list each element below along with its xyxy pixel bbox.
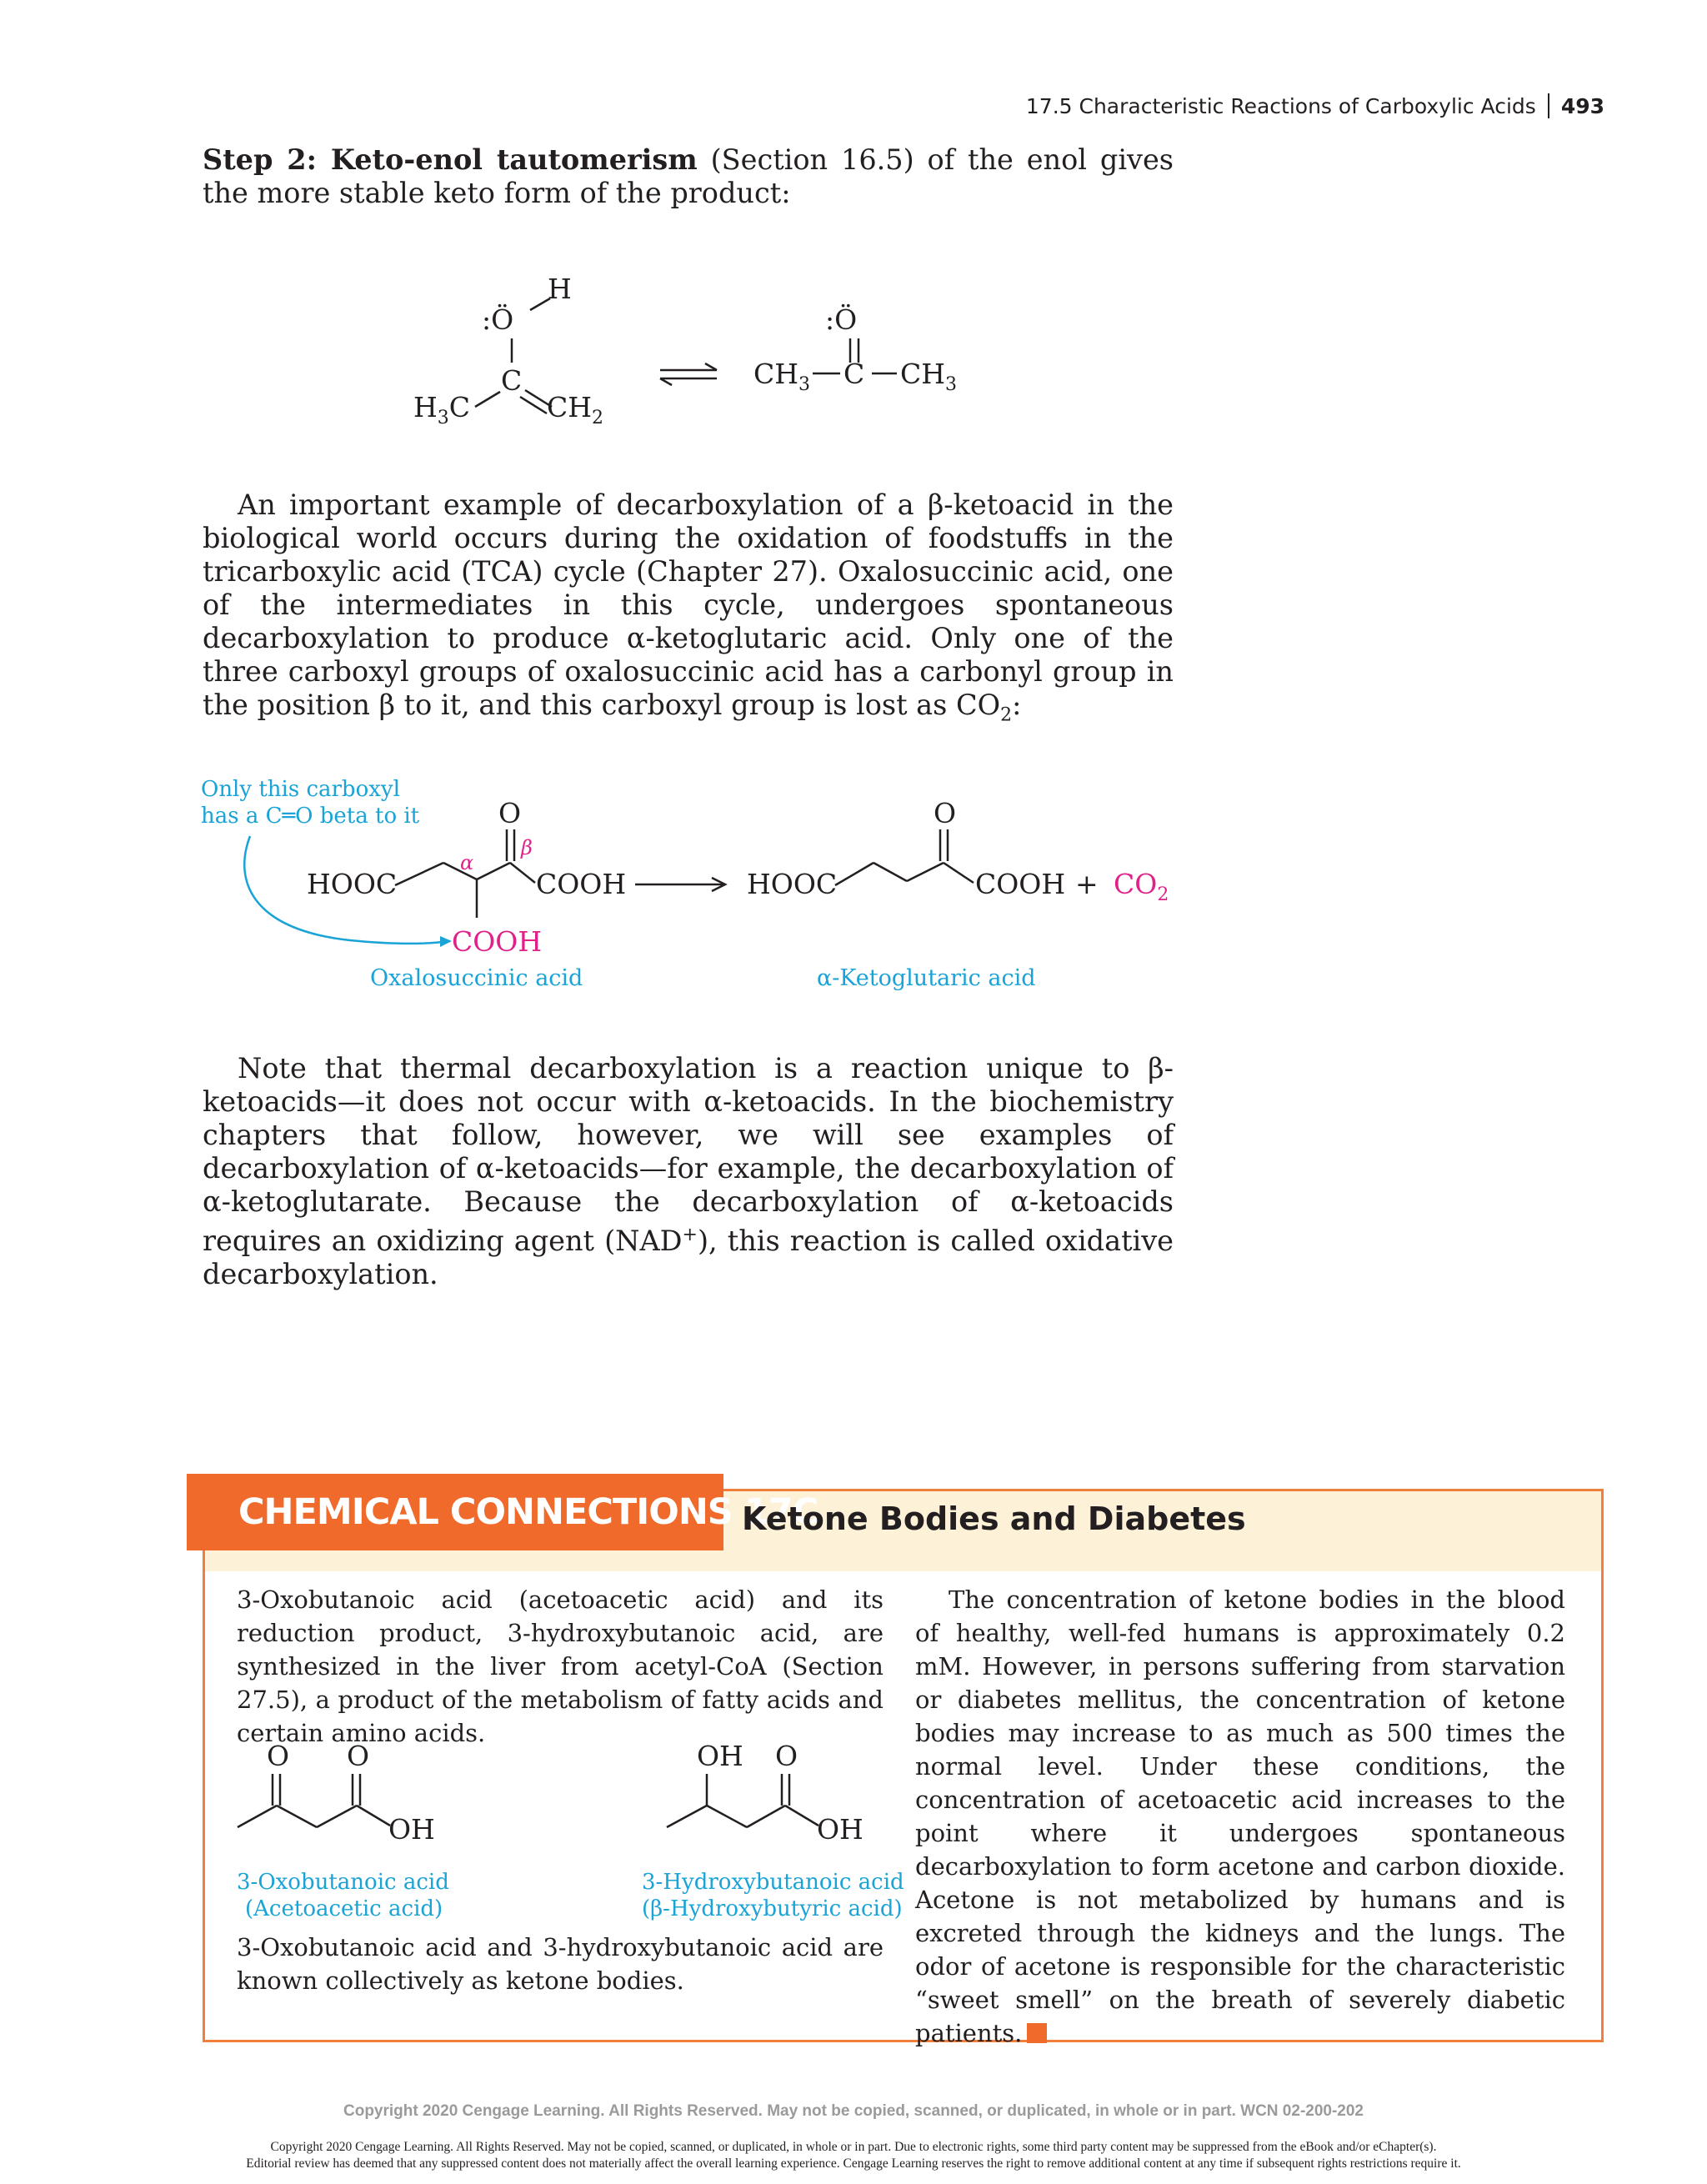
mol2-o: O [775,1740,798,1772]
label-ketoglutaric: α-Ketoglutaric acid [817,965,1036,991]
note-line2: has a C═O beta to it [201,804,420,829]
keto-hooc: HOOC [747,868,838,900]
keto-cooh: COOH [975,868,1066,900]
header-divider [1548,93,1549,118]
box-left-paragraph-1: 3-Oxobutanoic acid (acetoacetic acid) and its reduction product, 3-hydroxybutanoic acid, are synthesized in the liver from acetyl-CoA (Section 27.5), a product of the metabolism of fatty acids and certain amino acids. [237,1585,884,1747]
mol2-name: 3-Hydroxybutanoic acid [642,1870,904,1895]
alpha-label: α [460,851,474,874]
mol1-name: 3-Oxobutanoic acid [237,1870,449,1895]
keto-ch3-right: $CH_3$ [900,358,958,395]
box-right-paragraph: The concentration of ketone bodies in the blood of healthy, well-fed humans is approximately 0.2 mM. However, in persons suffering from starvation or diabetes mellitus, the concentration of ketone bodies may increase to as much as 500 times the normal level. Under these conditions, the concentration of acetoacetic acid increases to the point where it undergoes spontaneous decarboxylation to form acetone and carbon dioxide. Acetone is not metabolized by humans and is excreted through the kidneys and the lungs. The odor of acetone is responsible for the characteristic “sweet smell” on the breath of severely diabetic patients. [915,1585,1565,2047]
box-left-paragraph-2: 3-Oxobutanoic acid and 3-hydroxybutanoic acid are known collectively as ketone bodies. [237,1933,884,1995]
keto-structure [753,303,957,395]
hydroxybutanoic-acid-structure [642,1740,904,1921]
keto-carbon: C [843,358,865,390]
tca-paragraph: An important example of decarboxylation of a β-ketoacid in the biological world occurs during the oxidation of foodstuffs in the tricarboxylic acid (TCA) cycle (Chapter 27). Oxalosuccinic acid, one of the intermediates in this cycle, undergoes spontaneous decarboxylation to produce α-ketoglutaric acid. Only one of the three carboxyl groups of oxalosuccinic acid has a carbonyl group in the position β to it, and this carboxyl group is lost as $CO_2$: [203,488,1174,726]
keto-enol-scheme [0,267,1707,450]
end-of-box-marker [1027,2023,1047,2043]
equilibrium-arrows [660,363,717,385]
copyright-watermark: Copyright 2020 Cengage Learning. All Rights Reserved. May not be copied, scanned, or duplicated, in whole or in part. WCN 02-200-202 [343,2102,1364,2120]
enol-carbon: C [501,364,523,397]
section-title: 17.5 Characteristic Reactions of Carboxylic Acids [1025,94,1536,118]
plus-sign: + [1075,868,1099,900]
keto-oxygen-2: O [934,797,957,829]
mol1-o1: O [267,1740,290,1772]
enol-structure [413,273,603,428]
mol2-oh-top: OH [697,1740,743,1772]
step2-text: (Section 16.5) of the enol gives the more stable keto form of the product: [203,143,1174,209]
mol1-oh: OH [388,1813,435,1846]
oxalo-cooh-bottom: COOH [452,925,543,958]
keto-oxygen: :Ö [825,303,858,336]
enol-hydrogen: H [548,273,572,305]
page-number: 493 [1560,94,1604,118]
ketoglutaric-acid-structure [747,797,1065,900]
copyright-notice: Copyright 2020 Cengage Learning. All Rights Reserved. May not be copied, scanned, or duplicated, in whole or in part. Due to electronic rights, some third party content may be suppressed from the eBook and/or eChapter(s). Editorial review has deemed that any suppressed content does not materially affect the overall learning experience. Cengage Learning reserves the right to remove additional content at any time if subsequent rights restrictions require it. [246,2140,1461,2171]
beta-label: β [521,836,533,859]
running-header [1026,93,1604,118]
oxobutanoic-acid-structure [237,1740,449,1921]
decarboxylation-scheme [0,771,1707,1004]
mol2-oh: OH [817,1813,864,1846]
oxalo-oxygen: O [498,797,522,829]
step2-lead: Step 2: Keto-enol tautomerism [203,143,698,176]
enol-double-bond-b [520,397,547,413]
enol-ch3-bond [475,392,500,407]
label-oxalosuccinic: Oxalosuccinic acid [370,965,583,991]
ketone-bodies-structures [225,1734,904,1926]
step2-paragraph [203,143,1174,210]
oxalo-cooh-right: COOH [536,868,627,900]
enol-oxygen: :Ö [482,303,514,336]
mol1-common-name: (Acetoacetic acid) [245,1896,443,1921]
co2-product: $CO_2$ [1114,868,1169,905]
box-title: Ketone Bodies and Diabetes [742,1500,1246,1537]
note-arrowhead [440,936,452,947]
mol2-common-name: (β-Hydroxybutyric acid) [642,1896,903,1921]
mol1-o2: O [347,1740,370,1772]
oxidative-decarboxylation-paragraph: Note that thermal decarboxylation is a reaction unique to β-ketoacids—it does not occur with α-ketoacids. In the biochemistry chapters that follow, however, we will see examples of decarboxylation of α-ketoacids—for example, the decarboxylation of α-ketoglutarate. Because the decarboxylation of α-ketoacids requires an oxidizing agent (NAD+), this reaction is called oxidative decarboxylation. [203,1052,1174,1291]
oxalo-hooc: HOOC [307,868,398,900]
enol-h3c: $H_3C$ [413,391,471,428]
box-tab: CHEMICAL CONNECTIONS 17C [187,1474,723,1550]
note-line1: Only this carboxyl [201,777,400,802]
keto-ch3-left: $CH_3$ [753,358,811,395]
enol-ch2: $CH_2$ [547,391,604,428]
